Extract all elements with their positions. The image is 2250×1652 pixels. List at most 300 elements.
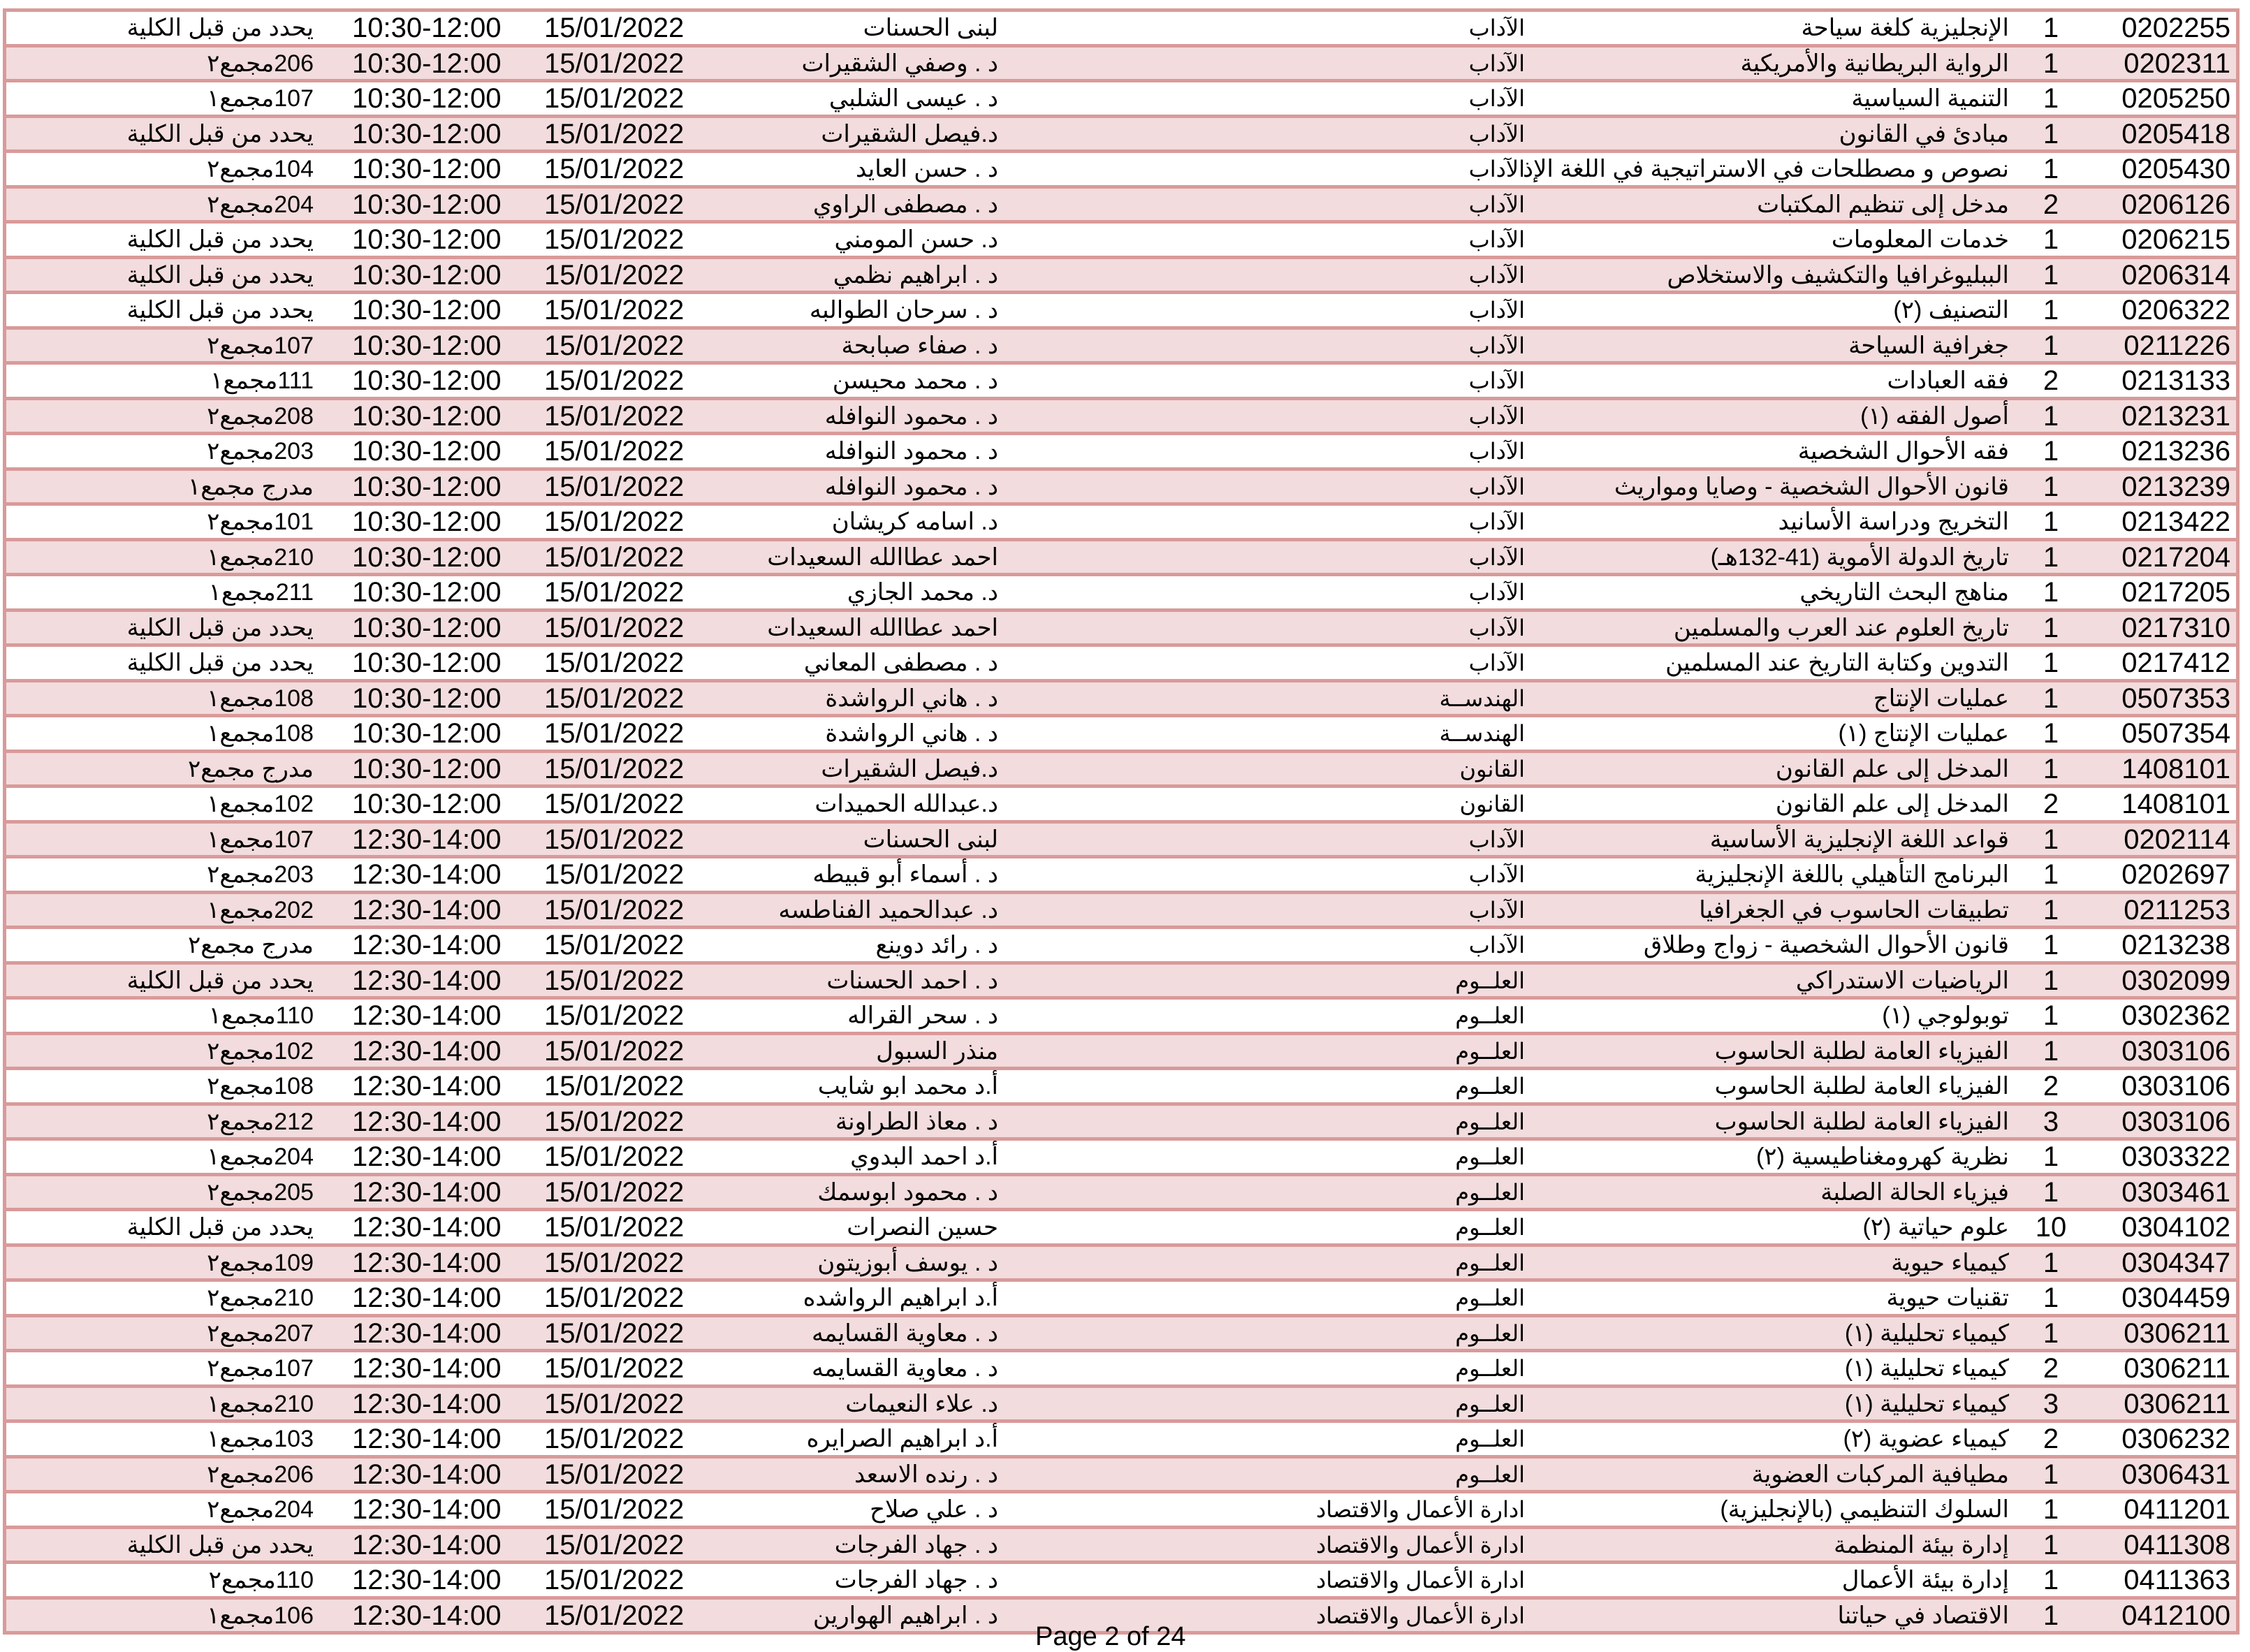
time-cell: 12:30-14:00 [352,1141,502,1172]
course-code-cell: 0205250 [2121,83,2230,114]
time-cell: 10:30-12:00 [352,789,502,819]
date-cell: 15/01/2022 [544,930,685,960]
table-row [6,1102,2236,1138]
course-name-cell: أصول الفقه (١) [1860,402,2009,430]
section-cell: 1 [2043,894,2059,926]
course-code-cell: 0412100 [2121,1600,2230,1631]
instructor-cell: د . محمود النوافله [824,438,998,465]
instructor-cell: د . محمود النوافله [824,402,998,430]
course-name-cell: جغرافية السياحة [1848,332,2009,359]
section-cell: 1 [2043,612,2059,643]
section-cell: 1 [2043,436,2059,467]
instructor-cell: احمد عطاالله السعيدات [767,614,998,641]
faculty-cell: العلــوم [1455,1144,1525,1169]
room-cell: 203مجمع٢ [207,438,314,465]
instructor-cell: احمد عطاالله السعيدات [767,543,998,571]
section-cell: 1 [2043,1176,2059,1208]
date-cell: 15/01/2022 [544,541,685,573]
time-cell: 12:30-14:00 [352,1212,502,1243]
room-cell: 106مجمع١ [207,1602,314,1629]
section-cell: 1 [2043,541,2059,573]
time-cell: 10:30-12:00 [352,295,502,326]
room-cell: 206مجمع٢ [207,50,314,77]
room-cell: 204مجمع٢ [207,191,314,218]
section-cell: 1 [2043,506,2059,537]
table-row [6,256,2236,291]
faculty-cell: العلــوم [1455,1461,1525,1487]
table-row [6,538,2236,573]
faculty-cell: العلــوم [1455,1074,1525,1099]
table-row [6,1032,2236,1067]
course-code-cell: 0217310 [2121,612,2230,643]
section-cell: 1 [2043,753,2059,784]
faculty-cell: ادارة الأعمال والاقتصاد [1315,1602,1525,1628]
faculty-cell: الآداب [1468,474,1525,499]
course-code-cell: 0213133 [2121,365,2230,396]
instructor-cell: د . محمود النوافله [824,473,998,500]
room-cell: 110مجمع٢ [208,1567,314,1593]
section-cell: 1 [2043,118,2059,149]
course-code-cell: 0303106 [2121,1035,2230,1067]
room-cell: 204مجمع١ [207,1143,314,1170]
table-row [6,1278,2236,1314]
table-row [6,220,2236,256]
instructor-cell: أ.د ابراهيم الرواشده [803,1285,998,1311]
date-cell: 15/01/2022 [544,1317,685,1349]
course-name-cell: كيمياء تحليلية (١) [1844,1390,2009,1417]
instructor-cell: د . محمد محيسن [832,367,998,394]
instructor-cell: د . أسماء أبو قبيطه [812,861,998,888]
section-cell: 1 [2043,400,2059,432]
date-cell: 15/01/2022 [544,400,685,432]
time-cell: 12:30-14:00 [352,965,502,996]
table-row [6,1067,2236,1102]
exam-schedule-table [3,8,2240,1635]
time-cell: 12:30-14:00 [352,824,502,855]
section-cell: 2 [2043,189,2059,220]
faculty-cell: الآداب [1468,826,1525,852]
date-cell: 15/01/2022 [544,13,685,43]
table-row [6,467,2236,503]
faculty-cell: الآداب [1468,862,1525,887]
instructor-cell: د . يوسف أبوزيتون [817,1249,998,1276]
section-cell: 1 [2043,648,2059,678]
faculty-cell: الآداب [1468,368,1525,393]
room-cell: يحدد من قبل الكلية [126,1214,314,1241]
instructor-cell: د . احمد الحسنات [826,967,998,994]
course-name-cell: المدخل إلى علم القانون [1775,755,2009,782]
course-code-cell: 0306211 [2124,1353,2230,1384]
section-cell: 1 [2043,930,2059,960]
course-code-cell: 0213236 [2121,436,2230,467]
section-cell: 1 [2043,1141,2059,1172]
table-row [6,1384,2236,1420]
course-name-cell: تاريخ العلوم عند العرب والمسلمين [1673,614,2009,641]
date-cell: 15/01/2022 [544,648,685,678]
section-cell: 1 [2043,1282,2059,1313]
course-code-cell: 0217205 [2121,577,2230,608]
course-name-cell: التنمية السياسية [1851,85,2009,112]
course-code-cell: 0213422 [2121,506,2230,537]
table-row [6,79,2236,115]
instructor-cell: د. عبدالحميد الفناطسه [778,896,998,923]
table-row [6,643,2236,679]
instructor-cell: لبنى الحسنات [863,826,998,853]
time-cell: 12:30-14:00 [352,1565,502,1595]
course-name-cell: المدخل إلى علم القانون [1775,791,2009,817]
course-code-cell: 1408101 [2121,789,2230,819]
section-cell: 1 [2043,1035,2059,1067]
date-cell: 15/01/2022 [544,154,685,184]
room-cell: 107مجمع١ [207,826,314,853]
faculty-cell: ادارة الأعمال والاقتصاد [1315,1567,1525,1593]
room-cell: 206مجمع٢ [207,1461,314,1488]
instructor-cell: منذر السبول [876,1037,998,1065]
time-cell: 12:30-14:00 [352,1600,502,1631]
course-name-cell: الفيزياء العامة لطلبة الحاسوب [1714,1108,2009,1135]
time-cell: 12:30-14:00 [352,930,502,960]
time-cell: 10:30-12:00 [352,154,502,184]
course-name-cell: كيمياء حيوية [1891,1249,2009,1276]
section-cell: 1 [2043,471,2059,502]
instructor-cell: د . وصفي الشقيرات [801,50,998,77]
course-name-cell: خدمات المعلومات [1831,226,2009,253]
date-cell: 15/01/2022 [544,1353,685,1384]
date-cell: 15/01/2022 [544,718,685,749]
time-cell: 12:30-14:00 [352,1317,502,1349]
time-cell: 12:30-14:00 [352,1424,502,1454]
time-cell: 10:30-12:00 [352,682,502,714]
room-cell: 104مجمع٢ [207,156,314,182]
time-cell: 10:30-12:00 [352,753,502,784]
course-name-cell: الببليوغرافيا والتكشيف والاستخلاص [1667,261,2009,288]
instructor-cell: د.عبدالله الحميدات [814,791,998,817]
section-cell: 1 [2043,259,2059,291]
section-cell: 1 [2043,1529,2059,1560]
faculty-cell: العلــوم [1455,1179,1525,1205]
course-code-cell: 0206322 [2121,295,2230,326]
date-cell: 15/01/2022 [544,295,685,326]
faculty-cell: العلــوم [1455,1320,1525,1346]
course-code-cell: 0411363 [2124,1565,2230,1595]
instructor-cell: د . صفاء صبابحة [841,332,998,359]
course-name-cell: الفيزياء العامة لطلبة الحاسوب [1714,1073,2009,1099]
instructor-cell: د . سحر القراله [847,1002,998,1029]
course-name-cell: قواعد اللغة الإنجليزية الأساسية [1709,826,2009,853]
date-cell: 15/01/2022 [544,471,685,502]
faculty-cell: الهندســة [1439,685,1525,711]
section-cell: 1 [2043,47,2059,79]
table-row [6,750,2236,785]
course-name-cell: تاريخ الدولة الأموية (41-132هـ) [1710,543,2009,571]
course-code-cell: 0507354 [2121,718,2230,749]
time-cell: 10:30-12:00 [352,365,502,396]
room-cell: 103مجمع١ [207,1426,314,1452]
date-cell: 15/01/2022 [544,506,685,537]
room-cell: يحدد من قبل الكلية [126,120,314,147]
time-cell: 10:30-12:00 [352,259,502,291]
course-code-cell: 0206314 [2121,259,2230,291]
section-cell: 1 [2043,965,2059,996]
time-cell: 12:30-14:00 [352,1176,502,1208]
course-code-cell: 0202255 [2121,13,2230,43]
date-cell: 15/01/2022 [544,824,685,855]
section-cell: 1 [2043,330,2059,361]
room-cell: 210مجمع٢ [207,1285,314,1311]
instructor-cell: د . علي صلاح [870,1496,998,1523]
faculty-cell: الآداب [1468,509,1525,534]
faculty-cell: العلــوم [1455,1250,1525,1275]
table-row [6,44,2236,80]
table-row [6,679,2236,715]
faculty-cell: العلــوم [1455,1285,1525,1310]
date-cell: 15/01/2022 [544,1494,685,1525]
faculty-cell: الآداب [1468,933,1525,958]
instructor-cell: أ.د احمد البدوي [850,1143,998,1170]
course-name-cell: الرياضيات الاستدراكي [1795,967,2009,994]
course-name-cell: كيمياء تحليلية (١) [1844,1355,2009,1382]
instructor-cell: لبنى الحسنات [863,15,998,41]
course-name-cell: إدارة بيئة المنظمة [1834,1531,2009,1558]
course-code-cell: 0304459 [2121,1282,2230,1313]
room-cell: 203مجمع٢ [207,861,314,888]
table-row [6,961,2236,997]
date-cell: 15/01/2022 [544,259,685,291]
faculty-cell: القانون [1459,791,1525,817]
course-name-cell: مناهج البحث التاريخي [1799,579,2009,606]
course-code-cell: 0411308 [2124,1529,2230,1560]
section-cell: 10 [2035,1212,2067,1243]
course-code-cell: 0217412 [2121,648,2230,678]
course-code-cell: 0213239 [2121,471,2230,502]
instructor-cell: د.فيصل الشقيرات [821,120,998,147]
instructor-cell: د.فيصل الشقيرات [821,755,998,782]
instructor-cell: د. حسن المومني [834,226,998,253]
section-cell: 1 [2043,718,2059,749]
date-cell: 15/01/2022 [544,1141,685,1172]
room-cell: مدرج مجمع١ [187,473,314,500]
date-cell: 15/01/2022 [544,1106,685,1137]
date-cell: 15/01/2022 [544,1282,685,1313]
time-cell: 12:30-14:00 [352,894,502,926]
date-cell: 15/01/2022 [544,789,685,819]
course-code-cell: 0211226 [2124,330,2230,361]
room-cell: 101مجمع٢ [207,509,314,535]
course-name-cell: تطبيقات الحاسوب في الجغرافيا [1699,896,2009,923]
section-cell: 2 [2043,1424,2059,1454]
date-cell: 15/01/2022 [544,1000,685,1031]
date-cell: 15/01/2022 [544,1600,685,1631]
faculty-cell: القانون [1459,756,1525,782]
section-cell: 1 [2043,13,2059,43]
faculty-cell: الآداب [1468,650,1525,675]
instructor-cell: أ.د ابراهيم الصرايره [806,1426,998,1452]
table-row [6,1137,2236,1173]
date-cell: 15/01/2022 [544,330,685,361]
course-name-cell: الإنجليزية كلغة سياحة [1801,15,2009,41]
course-code-cell: 0205430 [2121,154,2230,184]
section-cell: 1 [2043,224,2059,255]
table-row [6,714,2236,750]
table-row [6,573,2236,608]
room-cell: 208مجمع٢ [207,402,314,430]
course-name-cell: عمليات الإنتاج (١) [1838,720,2009,747]
faculty-cell: العلــوم [1455,1215,1525,1240]
course-name-cell: تقنيات حيوية [1886,1285,2009,1311]
time-cell: 10:30-12:00 [352,541,502,573]
course-code-cell: 0303106 [2121,1071,2230,1102]
instructor-cell: د . مصطفى الراوي [812,191,998,218]
room-cell: 107مجمع٢ [207,332,314,359]
course-code-cell: 0202311 [2124,47,2230,79]
date-cell: 15/01/2022 [544,189,685,220]
table-row [6,1173,2236,1208]
course-code-cell: 0302099 [2121,965,2230,996]
time-cell: 12:30-14:00 [352,1494,502,1525]
course-name-cell: مبادئ في القانون [1839,120,2009,147]
course-name-cell: فقه العبادات [1887,367,2009,394]
course-name-cell: السلوك التنظيمي (بالإنجليزية) [1720,1496,2009,1523]
table-row [6,432,2236,467]
course-code-cell: 1408101 [2121,753,2230,784]
course-code-cell: 0304102 [2121,1212,2230,1243]
instructor-cell: د. محمد الجازي [847,579,998,606]
course-code-cell: 0306211 [2124,1388,2230,1419]
faculty-cell: العلــوم [1455,1109,1525,1134]
date-cell: 15/01/2022 [544,1565,685,1595]
date-cell: 15/01/2022 [544,1388,685,1419]
date-cell: 15/01/2022 [544,753,685,784]
instructor-cell: د . حسن العايد [855,156,998,182]
instructor-cell: د . رنده الاسعد [854,1461,998,1488]
course-name-cell: كيمياء عضوية (٢) [1843,1426,2009,1452]
course-code-cell: 0206215 [2121,224,2230,255]
instructor-cell: حسين النصرات [847,1214,998,1241]
time-cell: 12:30-14:00 [352,1000,502,1031]
faculty-cell: الآداب [1468,86,1525,111]
room-cell: 109مجمع٢ [207,1249,314,1276]
table-row [6,1490,2236,1526]
faculty-cell: ادارة الأعمال والاقتصاد [1315,1497,1525,1522]
room-cell: يحدد من قبل الكلية [126,226,314,253]
faculty-cell: الآداب [1468,580,1525,605]
date-cell: 15/01/2022 [544,1071,685,1102]
time-cell: 12:30-14:00 [352,1035,502,1067]
table-row [6,1455,2236,1491]
date-cell: 15/01/2022 [544,83,685,114]
section-cell: 1 [2043,1000,2059,1031]
room-cell: 210مجمع١ [207,543,314,571]
date-cell: 15/01/2022 [544,436,685,467]
room-cell: مدرج مجمع٢ [187,932,314,958]
course-code-cell: 0217204 [2121,541,2230,573]
table-row [6,926,2236,961]
date-cell: 15/01/2022 [544,577,685,608]
section-cell: 1 [2043,824,2059,855]
faculty-cell: الآداب [1468,544,1525,570]
table-row [6,291,2236,326]
date-cell: 15/01/2022 [544,1529,685,1560]
room-cell: يحدد من قبل الكلية [126,261,314,288]
course-code-cell: 0306232 [2121,1424,2230,1454]
table-row [6,361,2236,397]
table-row [6,1560,2236,1596]
date-cell: 15/01/2022 [544,1459,685,1490]
instructor-cell: أ.د محمد ابو شايب [817,1073,998,1099]
time-cell: 10:30-12:00 [352,400,502,432]
time-cell: 12:30-14:00 [352,1106,502,1137]
table-row [6,397,2236,432]
time-cell: 12:30-14:00 [352,1282,502,1313]
faculty-cell: الآداب [1468,191,1525,217]
course-code-cell: 0213238 [2121,930,2230,960]
page-number: Page 2 of 24 [1035,1622,1186,1651]
section-cell: 1 [2043,154,2059,184]
time-cell: 10:30-12:00 [352,83,502,114]
date-cell: 15/01/2022 [544,365,685,396]
section-cell: 1 [2043,1565,2059,1595]
course-code-cell: 0303461 [2121,1176,2230,1208]
room-cell: 211مجمع١ [208,579,314,606]
room-cell: 108مجمع١ [207,685,314,712]
room-cell: يحدد من قبل الكلية [126,297,314,323]
course-code-cell: 0411201 [2124,1494,2230,1525]
time-cell: 10:30-12:00 [352,471,502,502]
table-row [6,608,2236,644]
section-cell: 1 [2043,1600,2059,1631]
course-code-cell: 0304347 [2121,1247,2230,1278]
course-code-cell: 0306211 [2124,1317,2230,1349]
faculty-cell: العلــوم [1455,1003,1525,1028]
course-code-cell: 0211253 [2124,894,2230,926]
room-cell: 207مجمع٢ [207,1320,314,1347]
time-cell: 10:30-12:00 [352,224,502,255]
faculty-cell: العلــوم [1455,1356,1525,1381]
course-name-cell: قانون الأحوال الشخصية - زواج وطلاق [1643,932,2009,958]
table-row [6,149,2236,185]
room-cell: يحدد من قبل الكلية [126,614,314,641]
section-cell: 1 [2043,1247,2059,1278]
table-row [6,784,2236,820]
room-cell: يحدد من قبل الكلية [126,1531,314,1558]
room-cell: 107مجمع٢ [207,1355,314,1382]
faculty-cell: الآداب [1468,15,1525,41]
faculty-cell: العلــوم [1455,967,1525,993]
faculty-cell: الآداب [1468,298,1525,323]
section-cell: 1 [2043,577,2059,608]
time-cell: 12:30-14:00 [352,859,502,890]
date-cell: 15/01/2022 [544,1176,685,1208]
room-cell: 111مجمع١ [210,367,314,394]
date-cell: 15/01/2022 [544,859,685,890]
faculty-cell: العلــوم [1455,1038,1525,1064]
section-cell: 1 [2043,1317,2059,1349]
section-cell: 2 [2043,1071,2059,1102]
section-cell: 3 [2043,1106,2059,1137]
course-name-cell: توبولوجي (١) [1882,1002,2009,1029]
course-code-cell: 0213231 [2121,400,2230,432]
section-cell: 2 [2043,1353,2059,1384]
instructor-cell: د . هاني الرواشدة [825,720,998,747]
instructor-cell: د . جهاد الفرجات [834,1567,998,1593]
room-cell: 212مجمع٢ [207,1108,314,1135]
table-row [6,502,2236,538]
table-row [6,891,2236,926]
course-name-cell: الفيزياء العامة لطلبة الحاسوب [1714,1037,2009,1065]
section-cell: 1 [2043,682,2059,714]
table-row [6,8,2236,44]
instructor-cell: د . سرحان الطوالبه [809,297,998,323]
